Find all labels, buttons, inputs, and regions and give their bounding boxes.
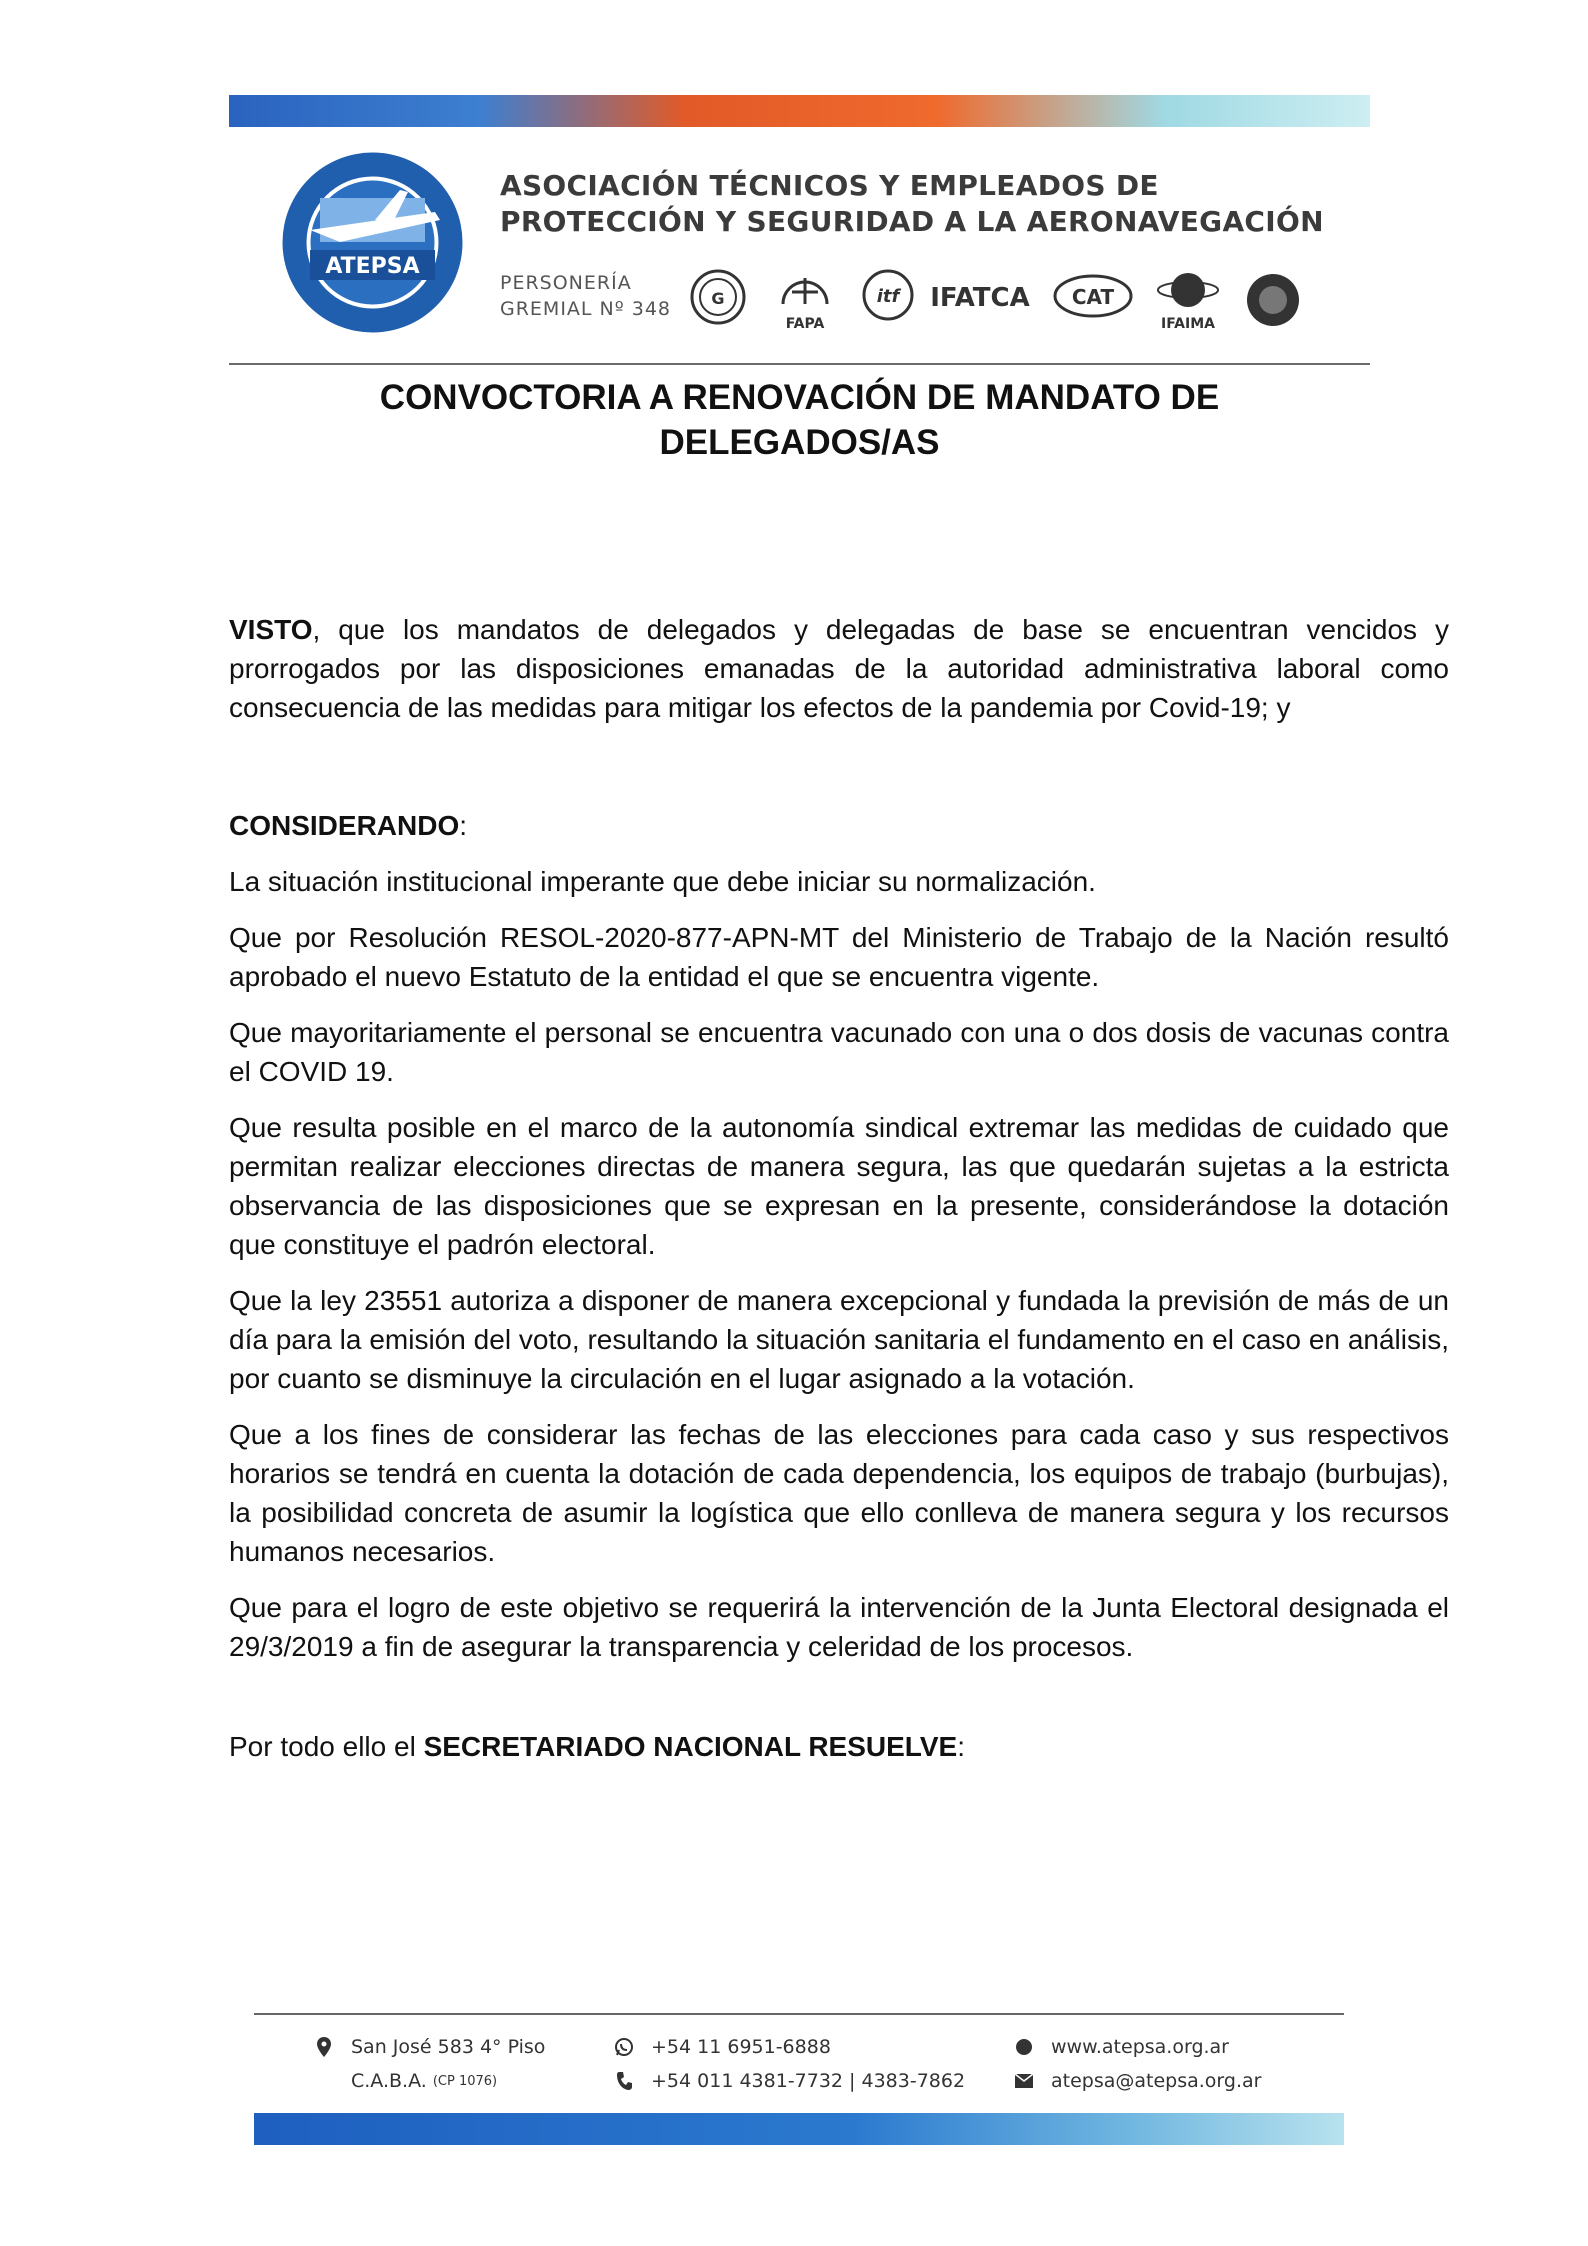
visto-text: , que los mandatos de delegados y delegadas de base se encuentran vencidos y prorrogados por las disposiciones emanadas de la autoridad administrativa laboral como consecuencia de las medidas para mitigar los efectos de la pandemia por Covid-19; y [229,614,1449,723]
address-line1: San José 583 4° Piso [351,2036,546,2058]
address-cp: (CP 1076) [432,2073,498,2089]
phone-numbers[interactable]: +54 011 4381-7732 | 4383-7862 [651,2070,966,2092]
atepsa-logo [280,150,465,335]
phone-icon [609,2071,639,2091]
resolve-prefix: Por todo ello el [229,1731,424,1762]
whatsapp-number[interactable]: +54 11 6951-6888 [651,2036,831,2058]
itf-logo [864,271,912,319]
personeria-line2: GREMIAL Nº 348 [500,298,672,320]
document-title [229,375,1370,465]
svg-text:itf: itf [876,286,900,307]
considerando-heading [229,806,1449,845]
envelope-icon [1009,2074,1039,2088]
header-divider [229,363,1370,365]
whatsapp-icon [609,2037,639,2057]
catt-logo [1055,276,1131,316]
considerando-paragraph: Que resulta posible en el marco de la autonomía sindical extremar las medidas de cuidado que permitan realizar elecciones directas de manera segura, las que quedarán sujetas a la estricta observancia de las disposiciones que se expresan en la presente, considerándose la dotación que constituye el padrón electoral. [229,1112,1449,1260]
considerando-paragraph: Que por Resolución RESOL-2020-877-APN-MT del Ministerio de Trabajo de la Nación resultó aprobado el nuevo Estatuto de la entidad el que se encuentra vigente. [229,922,1449,992]
globe-icon [1009,2038,1039,2056]
title-line1: CONVOCTORIA A RENOVACIÓN DE MANDATO DE [379,378,1220,417]
svg-text:CAT: CAT [1071,285,1115,309]
title-line2: DELEGADOS/AS [659,423,940,462]
considerando-paragraph: Que mayoritariamente el personal se encuentra vacunado con una o dos dosis de vacunas contra el COVID 19. [229,1017,1449,1087]
footer-phones [609,2030,965,2098]
affiliation-logos [688,262,1318,332]
organization-name [500,168,1360,240]
personeria-gremial [500,270,680,322]
resolve-line [229,1727,1449,1766]
considerando-label: CONSIDERANDO [229,810,460,841]
cgt-logo [692,271,744,323]
fapa-logo [783,278,827,332]
considerando-colon: : [459,810,468,841]
org-name-line2: PROTECCIÓN Y SEGURIDAD A LA AERONAVEGACIÓN [500,205,1324,238]
svg-text:IFAIMA: IFAIMA [1161,316,1215,332]
location-pin-icon [309,2037,339,2057]
logo-wordmark: ATEPSA [325,254,420,279]
address-line2: C.A.B.A. [351,2070,427,2092]
personeria-line1: PERSONERÍA [500,272,632,294]
website-link[interactable]: www.atepsa.org.ar [1051,2036,1229,2058]
ifaima-logo [1158,273,1218,332]
org-name-line1: ASOCIACIÓN TÉCNICOS Y EMPLEADOS DE [500,169,1159,202]
ifatca-logo [930,283,1030,313]
considerando-paragraph: Que a los fines de considerar las fechas de las elecciones para cada caso y sus respectivos horarios se tendrá en cuenta la dotación de cada dependencia, los equipos de trabajo (burbujas), la posibilidad concreta de asumir la logística que ello conlleva de manera segura y los recursos humanos necesarios. [229,1419,1449,1567]
footer-color-bar [254,2113,1344,2145]
considerando-paragraph: Que para el logro de este objetivo se requerirá la intervención de la Junta Electoral designada el 29/3/2019 a fin de asegurar la transparencia y celeridad de los procesos. [229,1592,1449,1662]
considerando-paragraph: Que la ley 23551 autoriza a disponer de manera excepcional y fundada la previsión de más de un día para la emisión del voto, resultando la situación sanitaria el fundamento en el caso en análisis, por cuanto se disminuye la circulación en el lugar asignado a la votación. [229,1285,1449,1394]
svg-text:G: G [711,289,725,308]
resolve-colon: : [957,1731,965,1762]
footer-divider [254,2013,1344,2015]
visto-paragraph [229,610,1449,727]
visto-label: VISTO [229,614,313,645]
footer-online [1009,2030,1261,2098]
document-body [229,610,1449,1783]
considerando-paragraph: La situación institucional imperante que debe iniciar su normalización. [229,866,1096,897]
footer-contact [254,2030,1344,2110]
svg-text:IFATCA: IFATCA [930,283,1030,313]
email-link[interactable]: atepsa@atepsa.org.ar [1051,2070,1262,2092]
header-color-bar [229,95,1370,127]
svg-text:FAPA: FAPA [785,316,825,332]
footer-address [309,2030,545,2098]
ifatsea-logo [1247,274,1299,326]
resolve-bold: SECRETARIADO NACIONAL RESUELVE [423,1731,958,1762]
